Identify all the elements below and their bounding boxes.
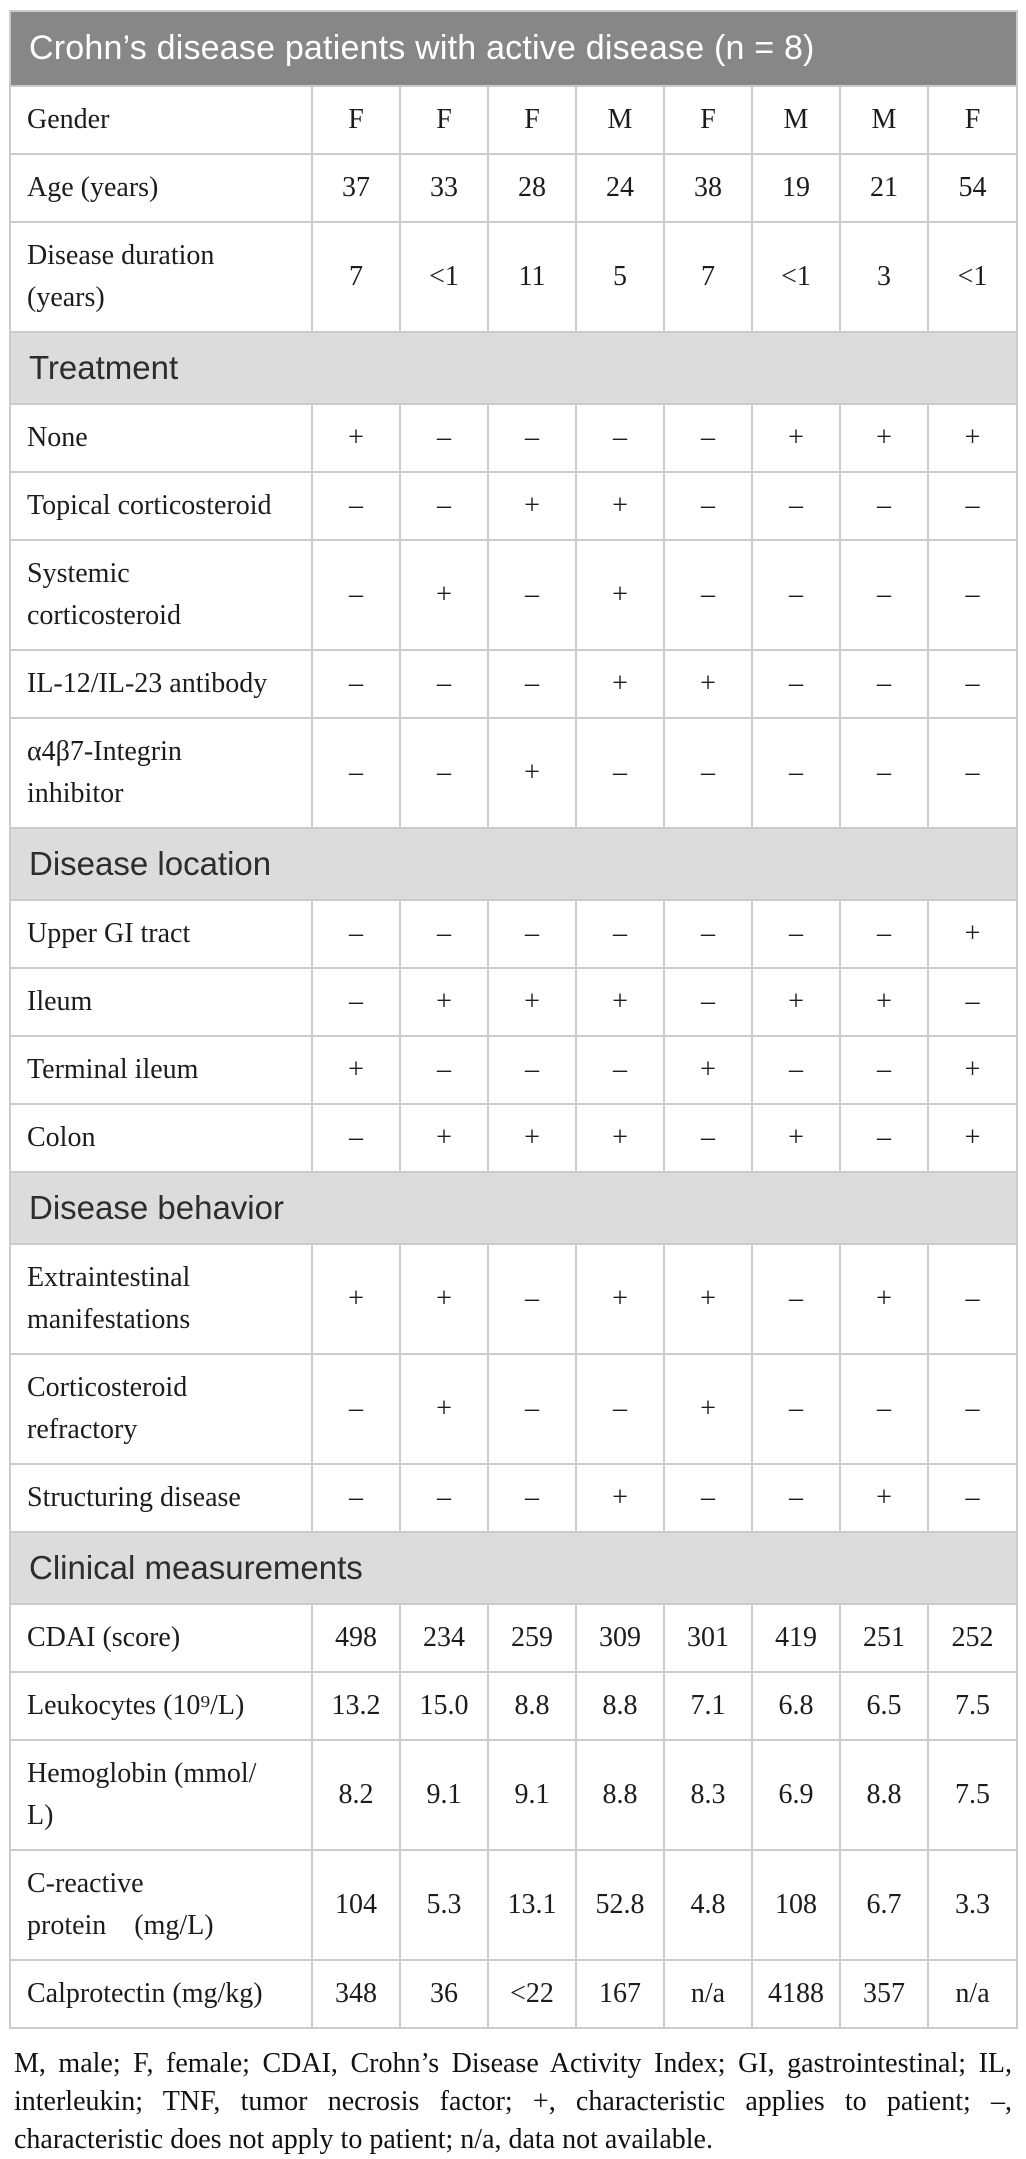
cell-value: – [312,1464,400,1532]
cell-value: – [840,540,928,650]
cell-value: + [400,968,488,1036]
cell-value: – [840,472,928,540]
cell-value: 11 [488,222,576,332]
section-row [10,828,1017,900]
cell-value: 6.9 [752,1740,840,1850]
cell-value: – [664,404,752,472]
cell-value: + [928,404,1017,472]
cell-value: – [752,1244,840,1354]
table-title-row [10,11,1017,86]
cell-value: 251 [840,1604,928,1672]
row-label [10,1960,312,2028]
cell-value: – [928,540,1017,650]
cell-value: + [488,968,576,1036]
cell-value: – [928,968,1017,1036]
row-label-text: Extraintestinal [27,1262,191,1293]
cell-value: + [576,650,664,718]
cell-value: 21 [840,154,928,222]
cell-value: + [752,404,840,472]
cell-value: 15.0 [400,1672,488,1740]
cell-value: – [312,968,400,1036]
cell-value: – [840,718,928,828]
cell-value: – [752,1464,840,1532]
cell-value: 348 [312,1960,400,2028]
cell-value: – [488,1464,576,1532]
cell-value: + [488,718,576,828]
section-row [10,1532,1017,1604]
cell-value: F [664,86,752,154]
cell-value: 234 [400,1604,488,1672]
cell-value: + [576,1104,664,1172]
table-row [10,1036,1017,1104]
table-row [10,154,1017,222]
cell-value: – [312,1104,400,1172]
row-label [10,404,312,472]
cell-value: 108 [752,1850,840,1960]
row-label-text-line2: refractory [27,1414,138,1445]
cell-value: M [752,86,840,154]
cell-value: – [664,718,752,828]
cell-value: + [752,968,840,1036]
cell-value: 7 [312,222,400,332]
cell-value: – [400,718,488,828]
cell-value: 8.8 [576,1672,664,1740]
table-row [10,1604,1017,1672]
table-row [10,540,1017,650]
cell-value: 301 [664,1604,752,1672]
cell-value: + [664,1036,752,1104]
row-label-text: Corticosteroid [27,1372,188,1403]
cell-value: + [840,968,928,1036]
cell-value: 309 [576,1604,664,1672]
patients-table-body [10,11,1017,2028]
cell-value: 5 [576,222,664,332]
cell-value: – [664,900,752,968]
row-label [10,540,312,650]
cell-value: – [400,1036,488,1104]
cell-value: 8.8 [576,1740,664,1850]
cell-value: – [664,1104,752,1172]
cell-value: 8.8 [488,1672,576,1740]
row-label [10,1036,312,1104]
table-row [10,968,1017,1036]
cell-value: – [576,1036,664,1104]
cell-value: – [488,404,576,472]
cell-value: – [488,1036,576,1104]
row-label-text: Structuring disease [27,1482,241,1513]
cell-value: – [840,1036,928,1104]
cell-value: 19 [752,154,840,222]
cell-value: 37 [312,154,400,222]
cell-value: – [488,1244,576,1354]
cell-value: – [840,1354,928,1464]
cell-value: 7.5 [928,1672,1017,1740]
cell-value: 104 [312,1850,400,1960]
cell-value: – [312,900,400,968]
row-label-text: Gender [27,104,110,135]
cell-value: 167 [576,1960,664,2028]
row-label-text: Ileum [27,986,93,1017]
cell-value: – [752,540,840,650]
cell-value: 4.8 [664,1850,752,1960]
cell-value: + [400,540,488,650]
cell-value: 13.2 [312,1672,400,1740]
cell-value: 7.5 [928,1740,1017,1850]
cell-value: 3.3 [928,1850,1017,1960]
cell-value: + [840,404,928,472]
cell-value: + [664,1244,752,1354]
cell-value: 38 [664,154,752,222]
table-row [10,1104,1017,1172]
cell-value: 419 [752,1604,840,1672]
row-label [10,1740,312,1850]
row-label [10,1104,312,1172]
row-label [10,154,312,222]
cell-value: – [488,540,576,650]
cell-value: – [752,900,840,968]
row-label-text: Colon [27,1122,96,1153]
cell-value: – [752,650,840,718]
row-label-text: α4β7-Integrin [27,736,182,767]
cell-value: + [576,968,664,1036]
cell-value: 8.2 [312,1740,400,1850]
cell-value: 7 [664,222,752,332]
section-header: Disease behavior [10,1172,1017,1244]
cell-value: + [752,1104,840,1172]
cell-value: 8.3 [664,1740,752,1850]
cell-value: + [840,1464,928,1532]
table-row [10,718,1017,828]
table-row [10,1850,1017,1960]
cell-value: – [576,1354,664,1464]
row-label [10,968,312,1036]
cell-value: – [664,472,752,540]
row-label-text-line2: corticosteroid [27,600,181,631]
cell-value: – [664,968,752,1036]
cell-value: – [664,1464,752,1532]
cell-value: <1 [928,222,1017,332]
cell-value: – [400,472,488,540]
cell-value: – [752,1354,840,1464]
cell-value: F [312,86,400,154]
cell-value: 24 [576,154,664,222]
cell-value: + [488,1104,576,1172]
cell-value: – [752,472,840,540]
cell-value: – [840,900,928,968]
row-label [10,650,312,718]
row-label-text: Hemoglobin (mmol/ [27,1758,257,1789]
cell-value: 54 [928,154,1017,222]
table-row [10,1464,1017,1532]
cell-value: + [928,900,1017,968]
cell-value: – [576,718,664,828]
cell-value: + [576,1464,664,1532]
table-row [10,900,1017,968]
cell-value: 9.1 [400,1740,488,1850]
section-header: Clinical measurements [10,1532,1017,1604]
table-row [10,1740,1017,1850]
row-label-text: IL-12/IL-23 antibody [27,668,268,699]
cell-value: + [400,1104,488,1172]
cell-value: + [840,1244,928,1354]
row-label-text: CDAI (score) [27,1622,181,1653]
row-label [10,86,312,154]
row-label-text-line2: L) [27,1800,54,1831]
row-label-text: Leukocytes (10⁹/L) [27,1690,245,1721]
row-label [10,1464,312,1532]
row-label [10,222,312,332]
cell-value: 252 [928,1604,1017,1672]
row-label-text: Terminal ileum [27,1054,199,1085]
cell-value: + [664,650,752,718]
section-header: Disease location [10,828,1017,900]
row-label [10,1604,312,1672]
cell-value: 52.8 [576,1850,664,1960]
cell-value: 13.1 [488,1850,576,1960]
cell-value: – [400,900,488,968]
section-row [10,1172,1017,1244]
cell-value: 7.1 [664,1672,752,1740]
table-title: Crohn’s disease patients with active disease (n = 8) [10,11,1017,86]
cell-value: + [928,1104,1017,1172]
table-row [10,1244,1017,1354]
cell-value: + [664,1354,752,1464]
table-row [10,86,1017,154]
cell-value: – [488,1354,576,1464]
table-row [10,1672,1017,1740]
row-label-text-line2: (years) [27,282,105,313]
row-label [10,1244,312,1354]
cell-value: – [400,650,488,718]
cell-value: + [576,472,664,540]
cell-value: – [400,404,488,472]
table-row [10,1960,1017,2028]
cell-value: + [312,1036,400,1104]
cell-value: – [928,1354,1017,1464]
cell-value: – [400,1464,488,1532]
table-row [10,650,1017,718]
cell-value: + [312,1244,400,1354]
cell-value: 357 [840,1960,928,2028]
cell-value: + [928,1036,1017,1104]
table-row [10,1354,1017,1464]
cell-value: – [928,1464,1017,1532]
cell-value: – [928,718,1017,828]
table-row [10,404,1017,472]
footnote: M, male; F, female; CDAI, Crohn’s Disease Activity Index; GI, gastrointestinal; IL, interleukin; TNF, tumor necrosis factor; +, characteristic applies to patient; –, characteristic does not apply to patient; n/a, data not available. [14,2048,1012,2156]
cell-value: 28 [488,154,576,222]
row-label-text: C-reactive [27,1868,144,1899]
cell-value: – [664,540,752,650]
cell-value: 5.3 [400,1850,488,1960]
row-label [10,900,312,968]
row-label [10,1672,312,1740]
cell-value: – [928,472,1017,540]
row-label-text: Calprotectin (mg/kg) [27,1978,263,2009]
cell-value: – [840,650,928,718]
cell-value: + [400,1354,488,1464]
cell-value: – [488,900,576,968]
cell-value: F [488,86,576,154]
cell-value: + [576,1244,664,1354]
row-label [10,718,312,828]
row-label-text: None [27,422,88,453]
row-label-text: Disease duration [27,240,215,271]
cell-value: 6.5 [840,1672,928,1740]
cell-value: – [576,404,664,472]
cell-value: n/a [928,1960,1017,2028]
cell-value: – [312,1354,400,1464]
cell-value: + [576,540,664,650]
cell-value: M [576,86,664,154]
cell-value: M [840,86,928,154]
cell-value: – [312,718,400,828]
cell-value: 498 [312,1604,400,1672]
row-label [10,1850,312,1960]
cell-value: – [488,650,576,718]
cell-value: F [400,86,488,154]
row-label-text-line2: inhibitor [27,778,124,809]
cell-value: 259 [488,1604,576,1672]
cell-value: + [400,1244,488,1354]
cell-value: <1 [752,222,840,332]
table-row [10,222,1017,332]
row-label-text: Upper GI tract [27,918,191,949]
section-row [10,332,1017,404]
cell-value: n/a [664,1960,752,2028]
cell-value: 9.1 [488,1740,576,1850]
row-label-text: Topical corticosteroid [27,490,272,521]
cell-value: – [312,650,400,718]
cell-value: + [488,472,576,540]
cell-value: – [752,1036,840,1104]
row-label [10,1354,312,1464]
row-label-text: Systemic [27,558,130,589]
table-row [10,472,1017,540]
row-label [10,472,312,540]
cell-value: – [312,540,400,650]
cell-value: – [928,650,1017,718]
cell-value: 4188 [752,1960,840,2028]
cell-value: – [928,1244,1017,1354]
cell-value: + [312,404,400,472]
cell-value: – [312,472,400,540]
cell-value: 6.8 [752,1672,840,1740]
cell-value: – [752,718,840,828]
section-header: Treatment [10,332,1017,404]
patients-table [9,10,1018,2029]
cell-value: – [576,900,664,968]
cell-value: 6.7 [840,1850,928,1960]
cell-value: 33 [400,154,488,222]
cell-value: F [928,86,1017,154]
cell-value: <22 [488,1960,576,2028]
row-label-text-line2: protein (mg/L) [27,1910,214,1941]
cell-value: – [840,1104,928,1172]
row-label-text-line2: manifestations [27,1304,191,1335]
cell-value: <1 [400,222,488,332]
cell-value: 3 [840,222,928,332]
cell-value: 36 [400,1960,488,2028]
cell-value: 8.8 [840,1740,928,1850]
row-label-text: Age (years) [27,172,159,203]
